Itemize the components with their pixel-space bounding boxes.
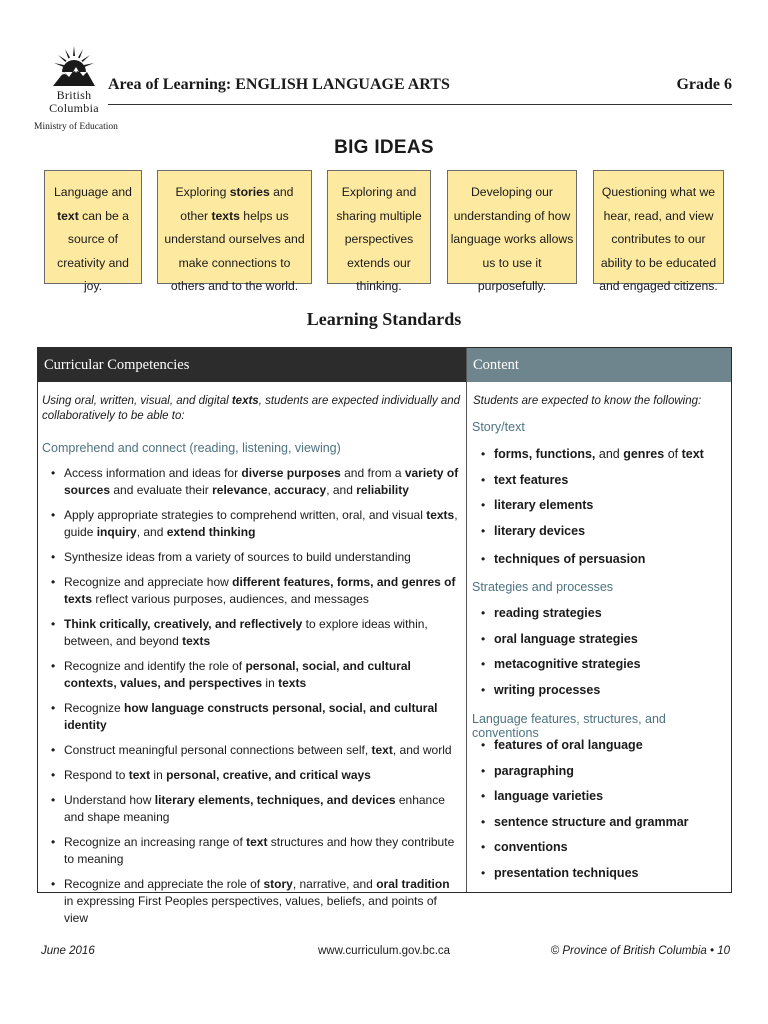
big-ideas-row xyxy=(44,170,724,293)
content-item: • paragraphing xyxy=(472,763,727,780)
header-divider xyxy=(108,104,732,105)
content-item: • literary devices xyxy=(472,523,727,540)
content-subheading-strategies: Strategies and processes xyxy=(472,580,614,594)
big-idea-box: Language and text can be a source of creativity and joy. xyxy=(44,170,142,284)
footer-url: www.curriculum.gov.bc.ca xyxy=(317,945,451,957)
competency-item: • Respond to text in personal, creative, and critical ways xyxy=(42,767,462,784)
logo-text-columbia: Columbia xyxy=(49,101,99,115)
competency-item: • Access information and ideas for diverse purposes and from a variety of sources and evaluate their relevance, accuracy, and reliability xyxy=(42,465,462,499)
competency-item: • Apply appropriate strategies to comprehend written, oral, and visual texts, guide inquiry, and extend thinking xyxy=(42,507,462,541)
competency-item: • Synthesize ideas from a variety of sources to build understanding xyxy=(42,549,462,566)
competency-item: • Recognize and appreciate the role of story, narrative, and oral tradition in expressing First Peoples perspectives, values, beliefs, and points of view xyxy=(42,876,462,927)
competencies-subheading: Comprehend and connect (reading, listening, viewing) xyxy=(42,441,341,455)
content-item: • conventions xyxy=(472,839,727,856)
learning-standards-table xyxy=(37,347,732,925)
content-list-story-text xyxy=(472,446,727,568)
content-item: • oral language strategies xyxy=(472,631,727,648)
grade-label: Grade 6 xyxy=(676,76,732,93)
competency-item: • Recognize and appreciate how different features, forms, and genres of texts reflect various purposes, audiences, and messages xyxy=(42,574,462,608)
content-subheading-story-text: Story/text xyxy=(472,420,525,434)
area-of-learning-title: Area of Learning: ENGLISH LANGUAGE ARTS xyxy=(108,76,450,93)
competency-item: • Recognize how language constructs personal, social, and cultural identity xyxy=(42,700,462,734)
content-item: • presentation techniques xyxy=(472,865,727,882)
competency-item: • Recognize an increasing range of text structures and how they contribute to meaning xyxy=(42,834,462,868)
competency-item: • Understand how literary elements, techniques, and devices enhance and shape meaning xyxy=(42,792,462,826)
content-intro: Students are expected to know the following: xyxy=(473,395,702,407)
content-list-strategies xyxy=(472,605,727,699)
bc-logo xyxy=(34,42,118,133)
content-item: • reading strategies xyxy=(472,605,727,622)
content-item: • metacognitive strategies xyxy=(472,656,727,673)
content-item: • literary elements xyxy=(472,497,727,514)
learning-standards-heading: Learning Standards xyxy=(306,309,462,329)
big-idea-box: Exploring and sharing multiple perspectives extends our thinking. xyxy=(327,170,431,284)
competency-item: • Recognize and identify the role of personal, social, and cultural contexts, values, and perspectives in texts xyxy=(42,658,462,692)
content-item: • sentence structure and grammar xyxy=(472,814,727,831)
ministry-label: Ministry of Education xyxy=(34,122,118,132)
content-list-language-features xyxy=(472,737,727,882)
content-item: • language varieties xyxy=(472,788,727,805)
logo-text-british: British xyxy=(56,88,92,102)
footer-copyright: © Province of British Columbia • 10 xyxy=(550,945,730,957)
column-divider xyxy=(466,348,467,892)
competencies-intro: Using oral, written, visual, and digital texts, students are expected individually and collaboratively to be able to: xyxy=(42,395,461,422)
big-idea-box: Developing our understanding of how language works allows us to use it purposefully. xyxy=(447,170,577,284)
competency-item: • Construct meaningful personal connections between self, text, and world xyxy=(42,742,462,759)
curricular-competencies-header: Curricular Competencies xyxy=(38,348,466,382)
content-header: Content xyxy=(467,348,731,382)
content-item: • forms, functions, and genres of text xyxy=(472,446,727,463)
content-subheading-language-features: Language features, structures, and conventions xyxy=(472,712,666,740)
big-idea-box: Questioning what we hear, read, and view contributes to our ability to be educated and engaged citizens. xyxy=(593,170,724,284)
footer-date: June 2016 xyxy=(41,945,95,957)
content-item: • techniques of persuasion xyxy=(472,551,727,568)
competency-item: • Think critically, creatively, and reflectively to explore ideas within, between, and beyond texts xyxy=(42,616,462,650)
big-ideas-heading: BIG IDEAS xyxy=(334,137,434,158)
content-item: • features of oral language xyxy=(472,737,727,754)
bc-sun-mountains-icon xyxy=(52,42,96,88)
competencies-list xyxy=(42,465,462,927)
content-item: • text features xyxy=(472,472,727,489)
content-item: • writing processes xyxy=(472,682,727,699)
big-idea-box: Exploring stories and other texts helps us understand ourselves and make connections to others and to the world. xyxy=(157,170,312,284)
